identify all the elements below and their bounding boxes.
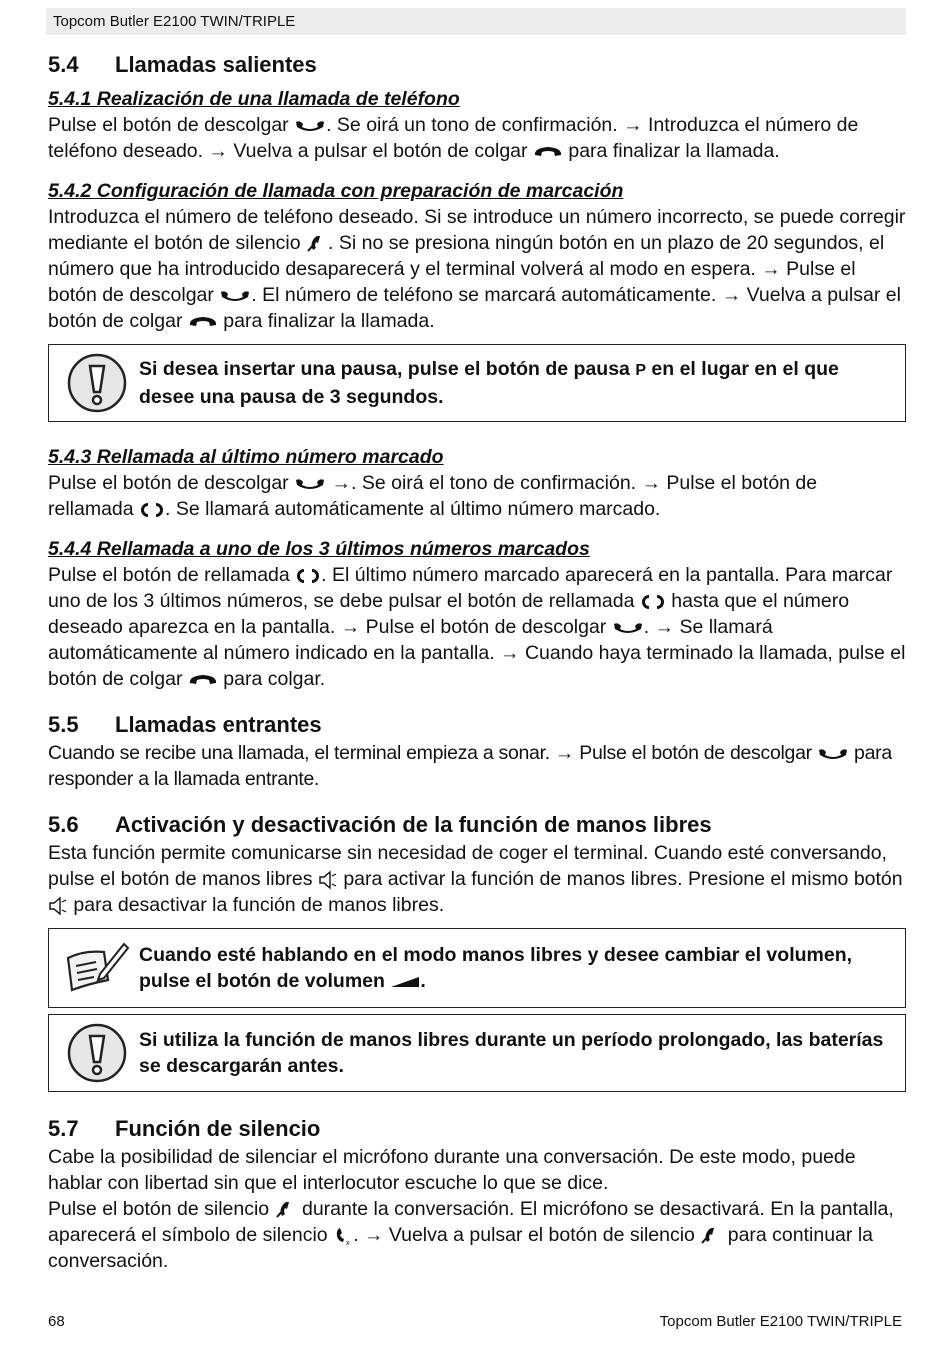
paragraph-5-5: Cuando se recibe una llamada, el terminal empieza a sonar. → Pulse el botón de descolgar para responder a la llamada entrante. [48,742,892,790]
section-heading-5-5: 5.5 Llamadas entrantes [48,712,322,737]
note-icon [64,940,130,996]
phone-onhook-icon [533,144,563,160]
paragraph-5-7: Pulse el botón de silencio durante la conversación. El micrófono se desactivará. En la pantalla, aparecerá el símbolo de silencio x . → Vuelva a pulsar el botón de silencio para continuar la conversación. [48,1198,894,1272]
warning-note-pause: Si desea insertar una pausa, pulse el botón de pausa P en el lugar en el que desee una pausa de 3 segundos. [48,344,906,422]
phone-onhook-icon [188,672,218,688]
paragraph-5-4-1: Pulse el botón de descolgar . Se oirá un tono de confirmación. → Introduzca el número de teléfono deseado. → Vuelva a pulsar el botón de colgar para finalizar la llamada. [48,114,859,162]
phone-offhook-icon [294,477,326,491]
phone-offhook-icon [612,621,644,635]
warning-note-battery: Si utiliza la función de manos libres durante un período prolongado, las baterías se descargarán antes. [48,1014,906,1092]
warning-icon [66,1022,128,1084]
paragraph-5-4-2: Introduzca el número de teléfono deseado. Si se introduce un número incorrecto, se puede corregir mediante el botón de silencio . Si no se presiona ningún botón en un plazo de 20 segundos, el número que ha introducido desaparecerá y el terminal volverá al modo en espera. → Pulse el botón de descolgar . El número de teléfono se marcará automáticamente. → Vuelva a pulsar el botón de colgar para finalizar la llamada. [48,206,906,332]
phone-onhook-icon [188,314,218,330]
mute-symbol-icon [333,1226,353,1246]
paragraph-5-4-3: Pulse el botón de descolgar →. Se oirá el tono de confirmación. → Pulse el botón de rellamada . Se llamará automáticamente al último número marcado. [48,472,818,520]
phone-offhook-icon [219,289,251,303]
phone-offhook-icon [294,119,326,133]
page-content [48,50,906,1274]
mute-icon [700,1226,722,1246]
paragraph-5-7-intro: Cabe la posibilidad de silenciar el micrófono durante una conversación. De este modo, puede hablar con libertad sin que el interlocutor escuche lo que se dice. [48,1146,856,1194]
speaker-icon [318,870,338,890]
section-heading-5-7: 5.7 Función de silencio [48,1116,321,1141]
subsection-heading-5-4-3: 5.4.3 Rellamada al último número marcado [48,446,444,468]
info-note-volume: Cuando esté hablando en el modo manos libres y desee cambiar el volumen, pulse el botón de volumen . [48,928,906,1008]
mute-icon [306,234,328,254]
paragraph-5-6: Esta función permite comunicarse sin necesidad de coger el terminal. Cuando esté conversando, pulse el botón de manos libres para activar la función de manos libres. Presione el mismo botón para desactivar la función de manos libres. [48,842,903,916]
subsection-heading-5-4-2: 5.4.2 Configuración de llamada con preparación de marcación [48,180,624,202]
speaker-icon [48,896,68,916]
redial-icon [640,593,666,611]
warning-icon [66,352,128,414]
volume-icon [390,976,420,988]
svg-text:x: x [346,1239,350,1246]
page-number: 68 [48,1313,65,1330]
section-heading-5-6: 5.6 Activación y desactivación de la función de manos libres [48,812,712,837]
subsection-heading-5-4-4: 5.4.4 Rellamada a uno de los 3 últimos números marcados [48,538,590,560]
phone-offhook-icon [817,747,849,761]
subsection-heading-5-4-1: 5.4.1 Realización de una llamada de teléfono [48,88,460,110]
redial-icon [295,567,321,585]
footer-title: Topcom Butler E2100 TWIN/TRIPLE [659,1313,902,1330]
redial-icon [139,501,165,519]
mute-icon [275,1200,297,1220]
paragraph-5-4-4: Pulse el botón de rellamada . El último número marcado aparecerá en la pantalla. Para marcar uno de los 3 últimos números, se debe pulsar el botón de rellamada hasta que el número deseado aparezca en la pantalla. → Pulse el botón de descolgar . → Se llamará automáticamente al número indicado en la pantalla. → Cuando haya terminado la llamada, pulse el botón de colgar para colgar. [48,564,906,690]
section-heading-5-4: 5.4 Llamadas salientes [48,52,317,77]
page-header: Topcom Butler E2100 TWIN/TRIPLE [46,8,906,35]
